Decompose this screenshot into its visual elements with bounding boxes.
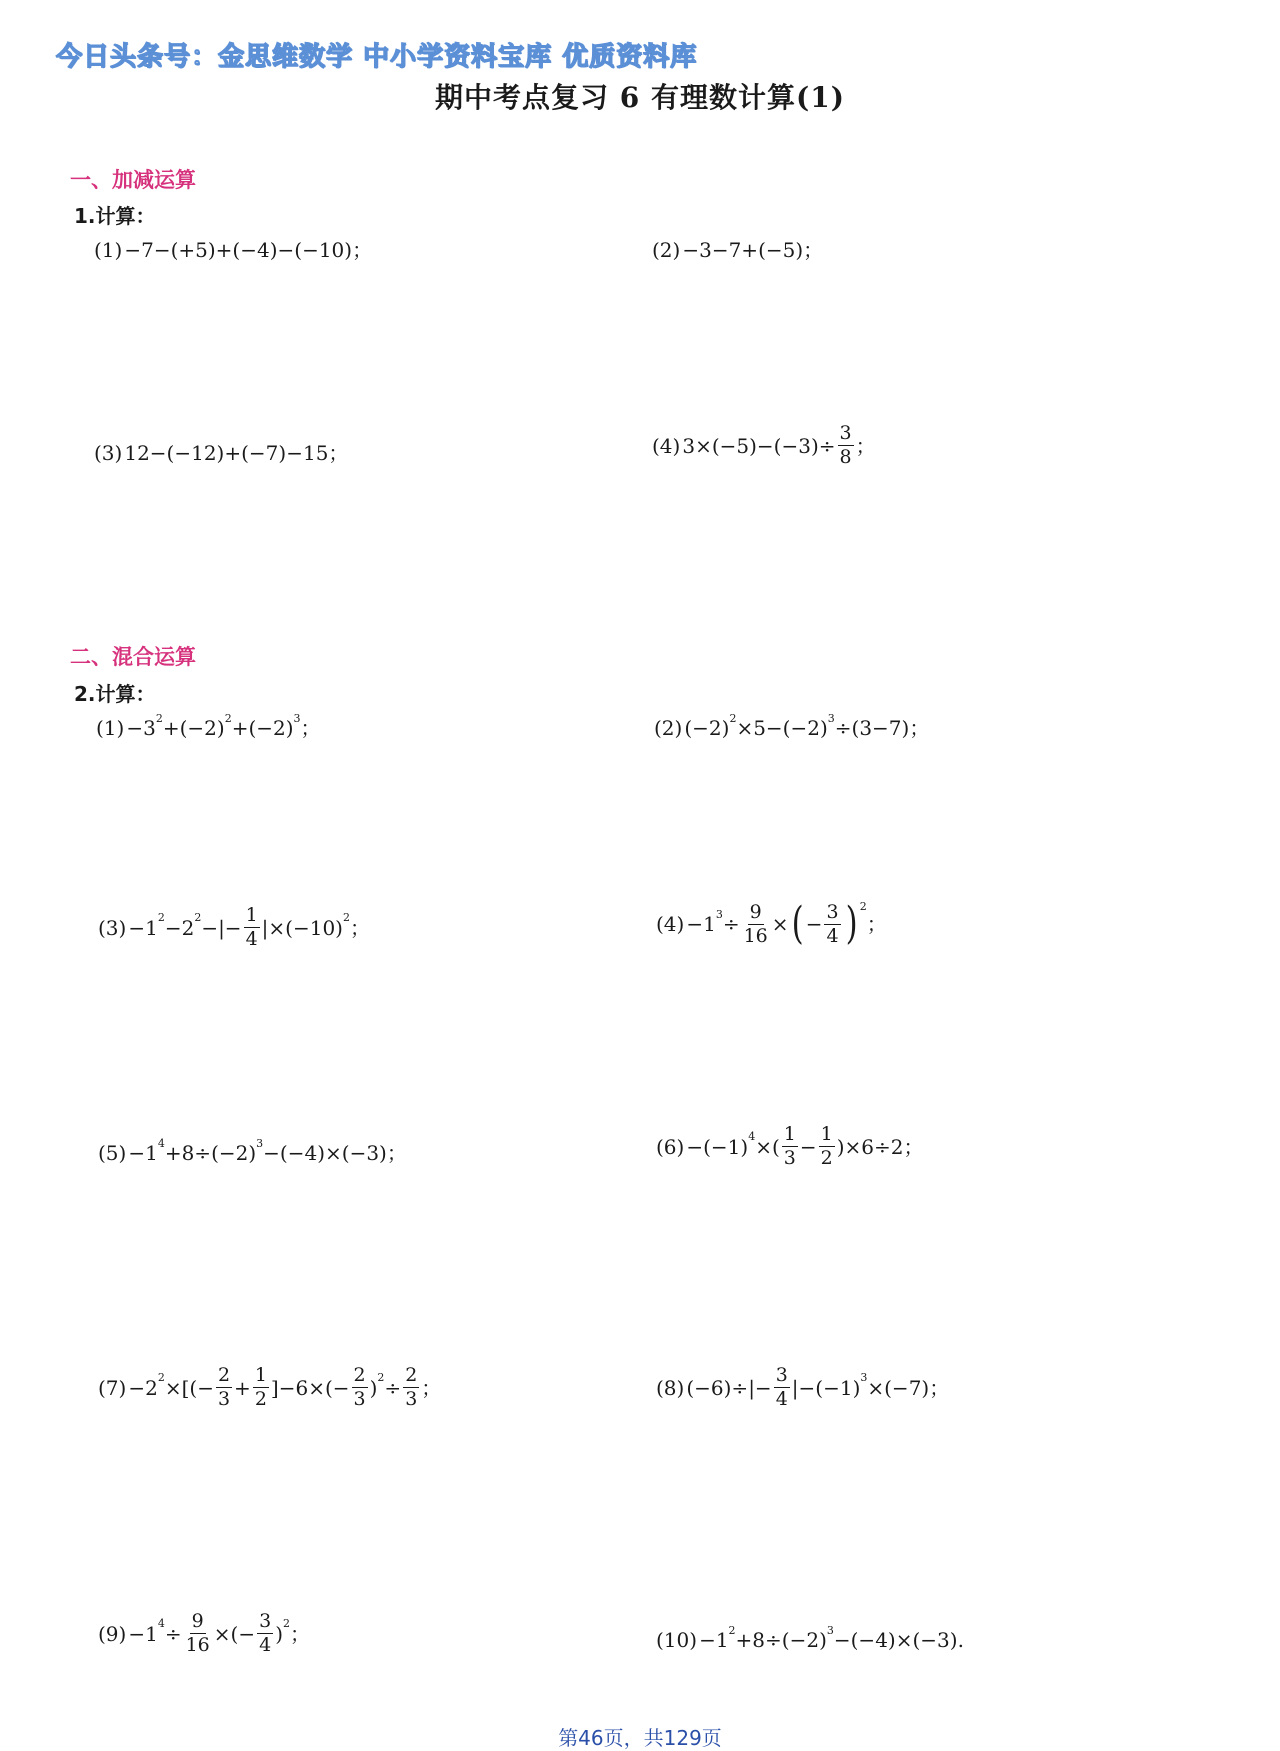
exponent: 2	[224, 711, 232, 725]
fraction	[352, 1366, 368, 1409]
problem-index: (5)	[98, 1141, 127, 1165]
problem-index: (4)	[656, 912, 685, 936]
problem-index: (2)	[654, 716, 683, 740]
expression-part: +	[234, 1375, 251, 1400]
fraction	[742, 900, 770, 947]
page-number-footer: 第46页，共129页	[558, 1726, 722, 1750]
fraction-denominator: 3	[217, 1388, 231, 1410]
fraction-denominator: 2	[820, 1147, 833, 1169]
expression-part: |−(−1)	[791, 1375, 861, 1400]
problem-index: (4)	[652, 433, 681, 458]
fraction-numerator: 3	[839, 422, 852, 444]
exponent: 3	[715, 907, 723, 921]
expression-part: −2	[164, 915, 195, 940]
fraction-numerator: 2	[353, 1364, 366, 1386]
expression-part: ×(	[755, 1134, 780, 1159]
problem-index: (3)	[98, 915, 127, 940]
expression-part: −1	[128, 915, 158, 940]
expression-part: ；	[349, 915, 370, 940]
exponent: 2	[859, 899, 867, 913]
expression-part: −1	[128, 1621, 158, 1646]
exponent: 2	[728, 1623, 736, 1637]
expression-part: ；	[421, 1375, 442, 1400]
problem-1-3	[94, 443, 348, 463]
problem-index: (1)	[96, 716, 125, 740]
fraction-numerator: 1	[254, 1364, 267, 1386]
fraction	[824, 900, 840, 947]
problem-expression: −3−7+(−5)；	[682, 238, 824, 262]
fraction-denominator: 4	[245, 928, 258, 950]
expression-part: )×6÷2；	[836, 1134, 924, 1159]
expression-part: +8÷(−2)	[735, 1628, 827, 1652]
problem-index: (3)	[94, 441, 123, 465]
exponent: 2	[157, 1371, 165, 1384]
expression-part: −|−	[201, 915, 242, 940]
expression-part: −	[805, 912, 823, 936]
page-title: 期中考点复习 6 有理数计算(1)	[435, 81, 845, 114]
expression-part: −3	[126, 716, 156, 740]
exponent: 2	[729, 711, 737, 725]
problem-2-1	[96, 711, 321, 740]
question-label-2: 2.计算：	[74, 682, 156, 706]
problem-1-2	[652, 240, 823, 260]
fraction-numerator: 9	[191, 1610, 204, 1632]
fraction-numerator: 1	[820, 1123, 833, 1145]
problem-2-3	[98, 906, 370, 949]
problem-index: (7)	[98, 1375, 127, 1400]
problem-1-1	[94, 240, 372, 260]
fraction-denominator: 3	[783, 1147, 796, 1169]
expression-part: +(−2)	[231, 716, 294, 740]
expression-part: ；	[866, 912, 887, 936]
problem-expression: 12−(−12)+(−7)−15；	[124, 441, 349, 465]
expression-part: −(−4)×(−3)；	[263, 1141, 407, 1165]
problem-2-10	[656, 1623, 964, 1652]
problem-1-4	[652, 424, 876, 467]
exponent: 3	[860, 1371, 868, 1384]
expression-part: 3×(−5)−(−3)÷	[682, 433, 836, 458]
fraction-numerator: 9	[749, 900, 762, 923]
fraction-denominator: 8	[839, 446, 852, 468]
exponent: 3	[826, 1623, 834, 1637]
exponent: 4	[157, 1617, 165, 1630]
expression-part: )	[369, 1375, 378, 1400]
section-heading-add-subtract: 一、加减运算	[70, 168, 196, 192]
fraction-denominator: 4	[259, 1634, 272, 1656]
problem-index: (6)	[656, 1134, 685, 1159]
expression-part: ；	[855, 433, 876, 458]
problem-2-7	[98, 1366, 441, 1409]
fraction-denominator: 3	[405, 1388, 418, 1410]
expression-part: −1	[686, 912, 716, 936]
fraction-denominator: 16	[743, 924, 768, 947]
fraction	[838, 424, 854, 467]
fraction-numerator: 3	[826, 900, 839, 923]
expression-part: ÷	[384, 1375, 402, 1400]
expression-part: (−6)÷|−	[686, 1375, 772, 1400]
expression-part: ×[(−	[164, 1375, 214, 1400]
fraction-denominator: 3	[353, 1388, 366, 1410]
expression-part: +(−2)	[162, 716, 225, 740]
problem-index: (8)	[656, 1375, 685, 1400]
exponent: 2	[342, 911, 350, 924]
exponent: 3	[293, 711, 301, 725]
exponent: 2	[283, 1617, 291, 1630]
expression-part: −2	[128, 1375, 158, 1400]
exponent: 3	[827, 711, 835, 725]
fraction-numerator: 1	[783, 1123, 796, 1145]
left-parenthesis: (	[791, 898, 804, 949]
exponent: 4	[157, 1136, 165, 1150]
exponent: 2	[377, 1371, 385, 1384]
expression-part: +8÷(−2)	[164, 1141, 257, 1165]
expression-part: ×(−7)；	[867, 1375, 950, 1400]
problem-index: (10)	[656, 1628, 698, 1652]
fraction-denominator: 4	[826, 924, 839, 947]
fraction	[184, 1612, 212, 1655]
fraction-numerator: 3	[775, 1364, 788, 1386]
exponent: 2	[157, 911, 165, 924]
fraction-denominator: 2	[254, 1388, 267, 1410]
problem-expression: −7−(+5)+(−4)−(−10)；	[124, 238, 373, 262]
expression-part: (−2)	[684, 716, 730, 740]
expression-part: ÷	[722, 912, 740, 936]
exponent: 2	[155, 711, 163, 725]
fraction-numerator: 2	[217, 1364, 231, 1386]
problem-2-2	[654, 711, 930, 740]
problem-2-9	[98, 1612, 310, 1655]
expression-part: )	[275, 1621, 284, 1646]
problem-2-8	[656, 1366, 949, 1409]
exponent: 3	[256, 1136, 264, 1150]
fraction	[257, 1612, 273, 1655]
exponent: 2	[194, 911, 202, 924]
expression-part: ×(−	[213, 1621, 256, 1646]
expression-part: −1	[128, 1141, 158, 1165]
expression-part: ]−6×(−	[270, 1375, 350, 1400]
problem-2-4	[656, 898, 887, 949]
problem-index: (1)	[94, 238, 123, 262]
expression-part: ；	[300, 716, 321, 740]
fraction	[782, 1125, 798, 1168]
problem-index: (2)	[652, 238, 681, 262]
expression-part: ；	[290, 1621, 311, 1646]
expression-part: |×(−10)	[261, 915, 343, 940]
expression-part: −1	[699, 1628, 729, 1652]
fraction	[403, 1366, 419, 1409]
expression-part: −(−1)	[686, 1134, 749, 1159]
fraction	[819, 1125, 835, 1168]
expression-part: ×	[771, 912, 789, 936]
fraction-numerator: 3	[259, 1610, 272, 1632]
expression-part: −	[799, 1134, 817, 1159]
exponent: 4	[748, 1130, 756, 1143]
question-label-1: 1.计算：	[74, 204, 156, 228]
expression-part: −(−4)×(−3).	[833, 1628, 964, 1652]
section-heading-mixed-operations: 二、混合运算	[70, 645, 196, 669]
fraction-denominator: 16	[185, 1634, 210, 1656]
fraction-denominator: 4	[775, 1388, 788, 1410]
right-parenthesis: )	[845, 898, 858, 949]
watermark-banner: 今日头条号：金思维数学 中小学资料宝库 优质资料库	[56, 42, 698, 72]
fraction-numerator: 1	[245, 904, 258, 926]
fraction	[253, 1366, 269, 1409]
problem-2-6	[656, 1125, 924, 1168]
expression-part: ×5−(−2)	[736, 716, 828, 740]
fraction-numerator: 2	[405, 1364, 418, 1386]
expression-part: ÷	[164, 1621, 182, 1646]
problem-2-5	[98, 1136, 407, 1165]
fraction	[244, 906, 260, 949]
fraction	[774, 1366, 790, 1409]
expression-part: ÷(3−7)；	[834, 716, 930, 740]
fraction	[216, 1366, 232, 1409]
problem-index: (9)	[98, 1621, 127, 1646]
